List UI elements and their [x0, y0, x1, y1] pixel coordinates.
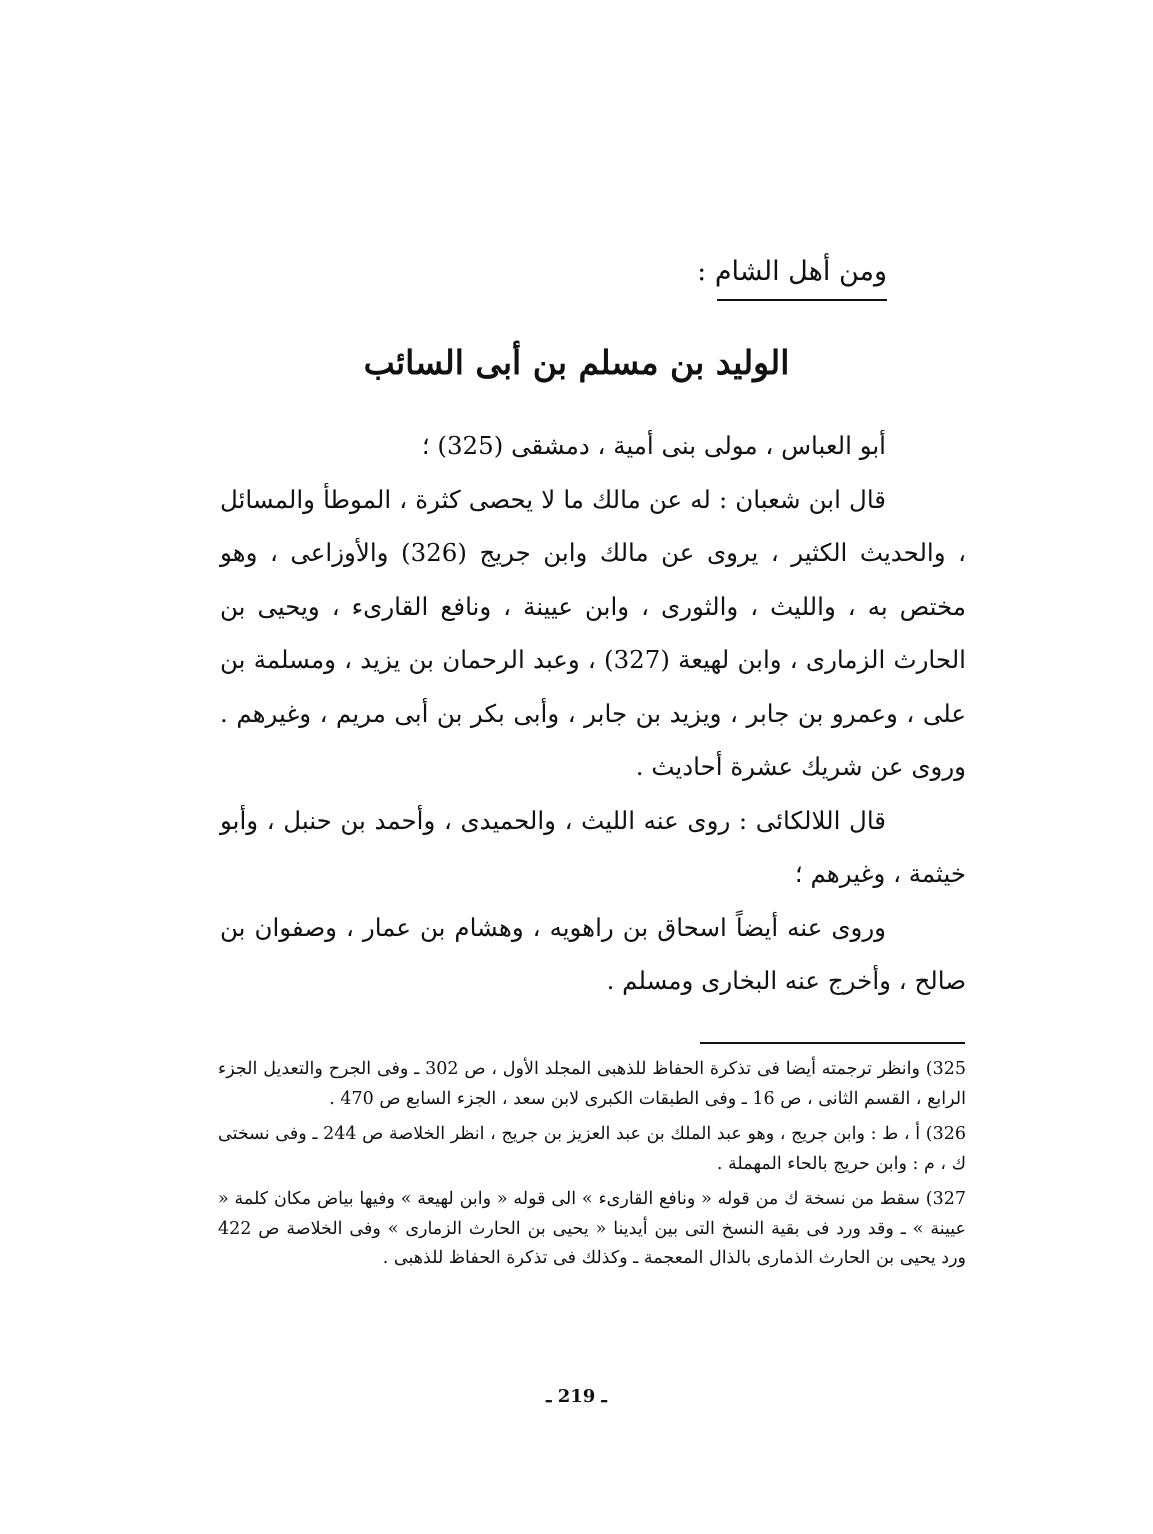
footnote-divider [700, 1042, 965, 1044]
footnote-325: 325) وانظر ترجمته أيضا فى تذكرة الحفاظ للذهبى المجلد الأول ، ص 302 ـ وفى الجرح والتعديل الجزء الرابع ، القسم الثانى ، ص 16 ـ وفى الطبقات الكبرى لابن سعد ، الجزء السابع ص 470 . [218, 1059, 966, 1109]
paragraph-narrators: وروى عنه أيضاً اسحاق بن راهويه ، وهشام بن عمار ، وصفوان بن صالح ، وأخرج عنه البخارى ومسلم . [220, 912, 966, 995]
page-number: ـ 219 ـ [546, 1386, 607, 1407]
footnotes [218, 1055, 966, 1280]
entry-title: الوليد بن مسلم بن أبى السائب [363, 343, 790, 382]
footnote-327: 327) سقط من نسخة ك من قوله « ونافع القارىء » الى قوله « وابن لهيعة » وفيها بياض مكان كلمة « عيينة » ـ وقد ورد فى بقية النسخ التى بين أيدينا « يحيى بن الحارث الزمارى » وفى الخلاصة ص 422 ورد يحيى بن الحارث الذمارى بالذال المعجمة ـ وكذلك فى تذكرة الحفاظ للذهبى . [218, 1189, 966, 1268]
section-heading: ومن أهل الشام : [697, 256, 887, 287]
paragraph-kunya: أبو العباس ، مولى بنى أمية ، دمشقى (325) ؛ [421, 431, 886, 460]
footnote-326: 326) أ ، ط : وابن جريج ، وهو عبد الملك بن عبد العزيز بن جريج ، انظر الخلاصة ص 244 ـ وفى نسختى ك ، م : وابن حريج بالحاء المهملة . [218, 1124, 966, 1174]
body-text [220, 419, 966, 1008]
paragraph-ibn-shaban: قال ابن شعبان : له عن مالك ما لا يحصى كثرة ، الموطأ والمسائل ، والحديث الكثير ، يروى عن مالك وابن جريج (326) والأوزاعى ، وهو مختص به ، والليث ، والثورى ، وابن عيينة ، ونافع القارىء ، ويحيى بن الحارث الزمارى ، وابن لهيعة (327) ، وعبد الرحمان بن يزيد ، ومسلمة بن على ، وعمرو بن جابر ، ويزيد بن جابر ، وأبى بكر بن أبى مريم ، وغيرهم . وروى عن شريك عشرة أحاديث . [220, 484, 966, 781]
paragraph-lalakai: قال اللالكائى : روى عنه الليث ، والحميدى ، وأحمد بن حنبل ، وأبو خيثمة ، وغيرهم ؛ [220, 805, 966, 888]
section-heading-underline [717, 299, 887, 301]
